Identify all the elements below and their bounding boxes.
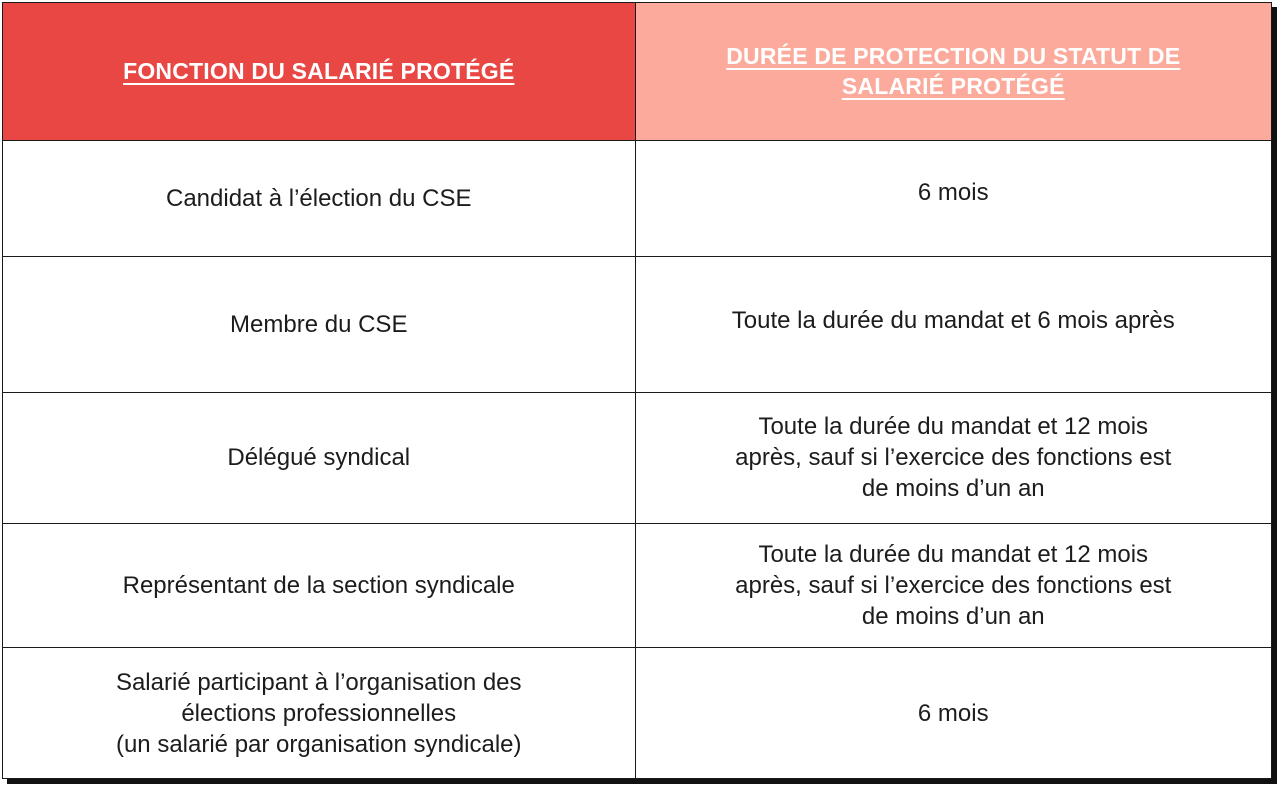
cell-duree: 6 mois [635,140,1271,256]
table-row [3,523,1271,647]
protected-employee-table [2,2,1272,779]
cell-duree: Toute la durée du mandat et 12 mois après, sauf si l’exercice des fonctions est de moins d’un an [635,523,1271,647]
cell-fonction: Candidat à l’élection du CSE [3,140,635,256]
cell-duree: Toute la durée du mandat et 12 mois après, sauf si l’exercice des fonctions est de moins d’un an [635,392,1271,523]
table-row [3,392,1271,523]
cell-fonction: Membre du CSE [3,256,635,392]
header-duree [635,3,1271,140]
header-fonction-label: FONCTION DU SALARIÉ PROTÉGÉ [123,58,515,85]
table-row [3,256,1271,392]
table-row [3,647,1271,780]
table-header-row [3,3,1271,140]
header-duree-label: DURÉE DE PROTECTION DU STATUT DE SALARIÉ PROTÉGÉ [726,43,1181,100]
cell-duree: 6 mois [635,647,1271,780]
cell-fonction: Salarié participant à l’organisation des élections professionnelles (un salarié par organisation syndicale) [3,647,635,780]
cell-fonction: Représentant de la section syndicale [3,523,635,647]
protection-duration-table [3,3,1271,780]
cell-duree: Toute la durée du mandat et 6 mois après [635,256,1271,392]
table-row [3,140,1271,256]
cell-fonction: Délégué syndical [3,392,635,523]
header-fonction [3,3,635,140]
